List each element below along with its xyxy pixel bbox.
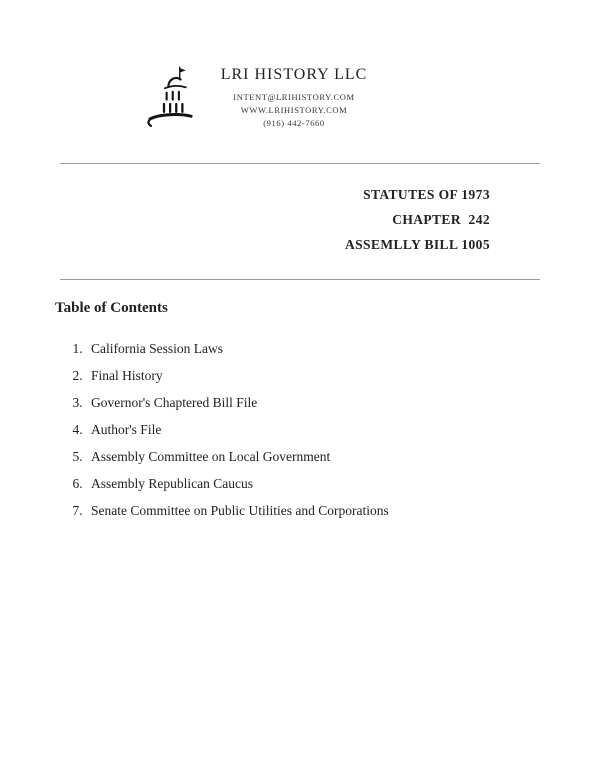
divider-bottom xyxy=(60,279,540,280)
company-email: INTENT@LRIHISTORY.COM xyxy=(233,92,355,102)
company-website: WWW.LRIHISTORY.COM xyxy=(240,105,348,115)
toc-item: 5. Assembly Committee on Local Government xyxy=(86,449,600,465)
divider-top xyxy=(60,163,540,164)
toc-item: 4. Author's File xyxy=(86,422,600,438)
toc-list xyxy=(0,341,600,519)
toc-item: 6. Assembly Republican Caucus xyxy=(86,476,600,492)
company-phone: (916) 442-7660 xyxy=(263,118,325,128)
toc-item: 2. Final History xyxy=(86,368,600,384)
letterhead-text xyxy=(221,60,368,130)
bill-line: ASSEMLLY BILL 1005 xyxy=(344,237,490,252)
statutes-line: STATUTES OF 1973 xyxy=(363,187,490,202)
chapter-line: CHAPTER 242 xyxy=(392,212,490,227)
toc-title: Table of Contents xyxy=(55,300,168,316)
toc-item: 1. California Session Laws xyxy=(86,341,600,357)
letterhead xyxy=(0,0,555,135)
capitol-sketch-icon xyxy=(143,64,199,135)
toc-item: 7. Senate Committee on Public Utilities and Corporations xyxy=(86,503,600,519)
statute-reference-block xyxy=(0,182,600,257)
company-name: LRI HISTORY LLC xyxy=(220,66,368,83)
toc-item: 3. Governor's Chaptered Bill File xyxy=(86,395,600,411)
